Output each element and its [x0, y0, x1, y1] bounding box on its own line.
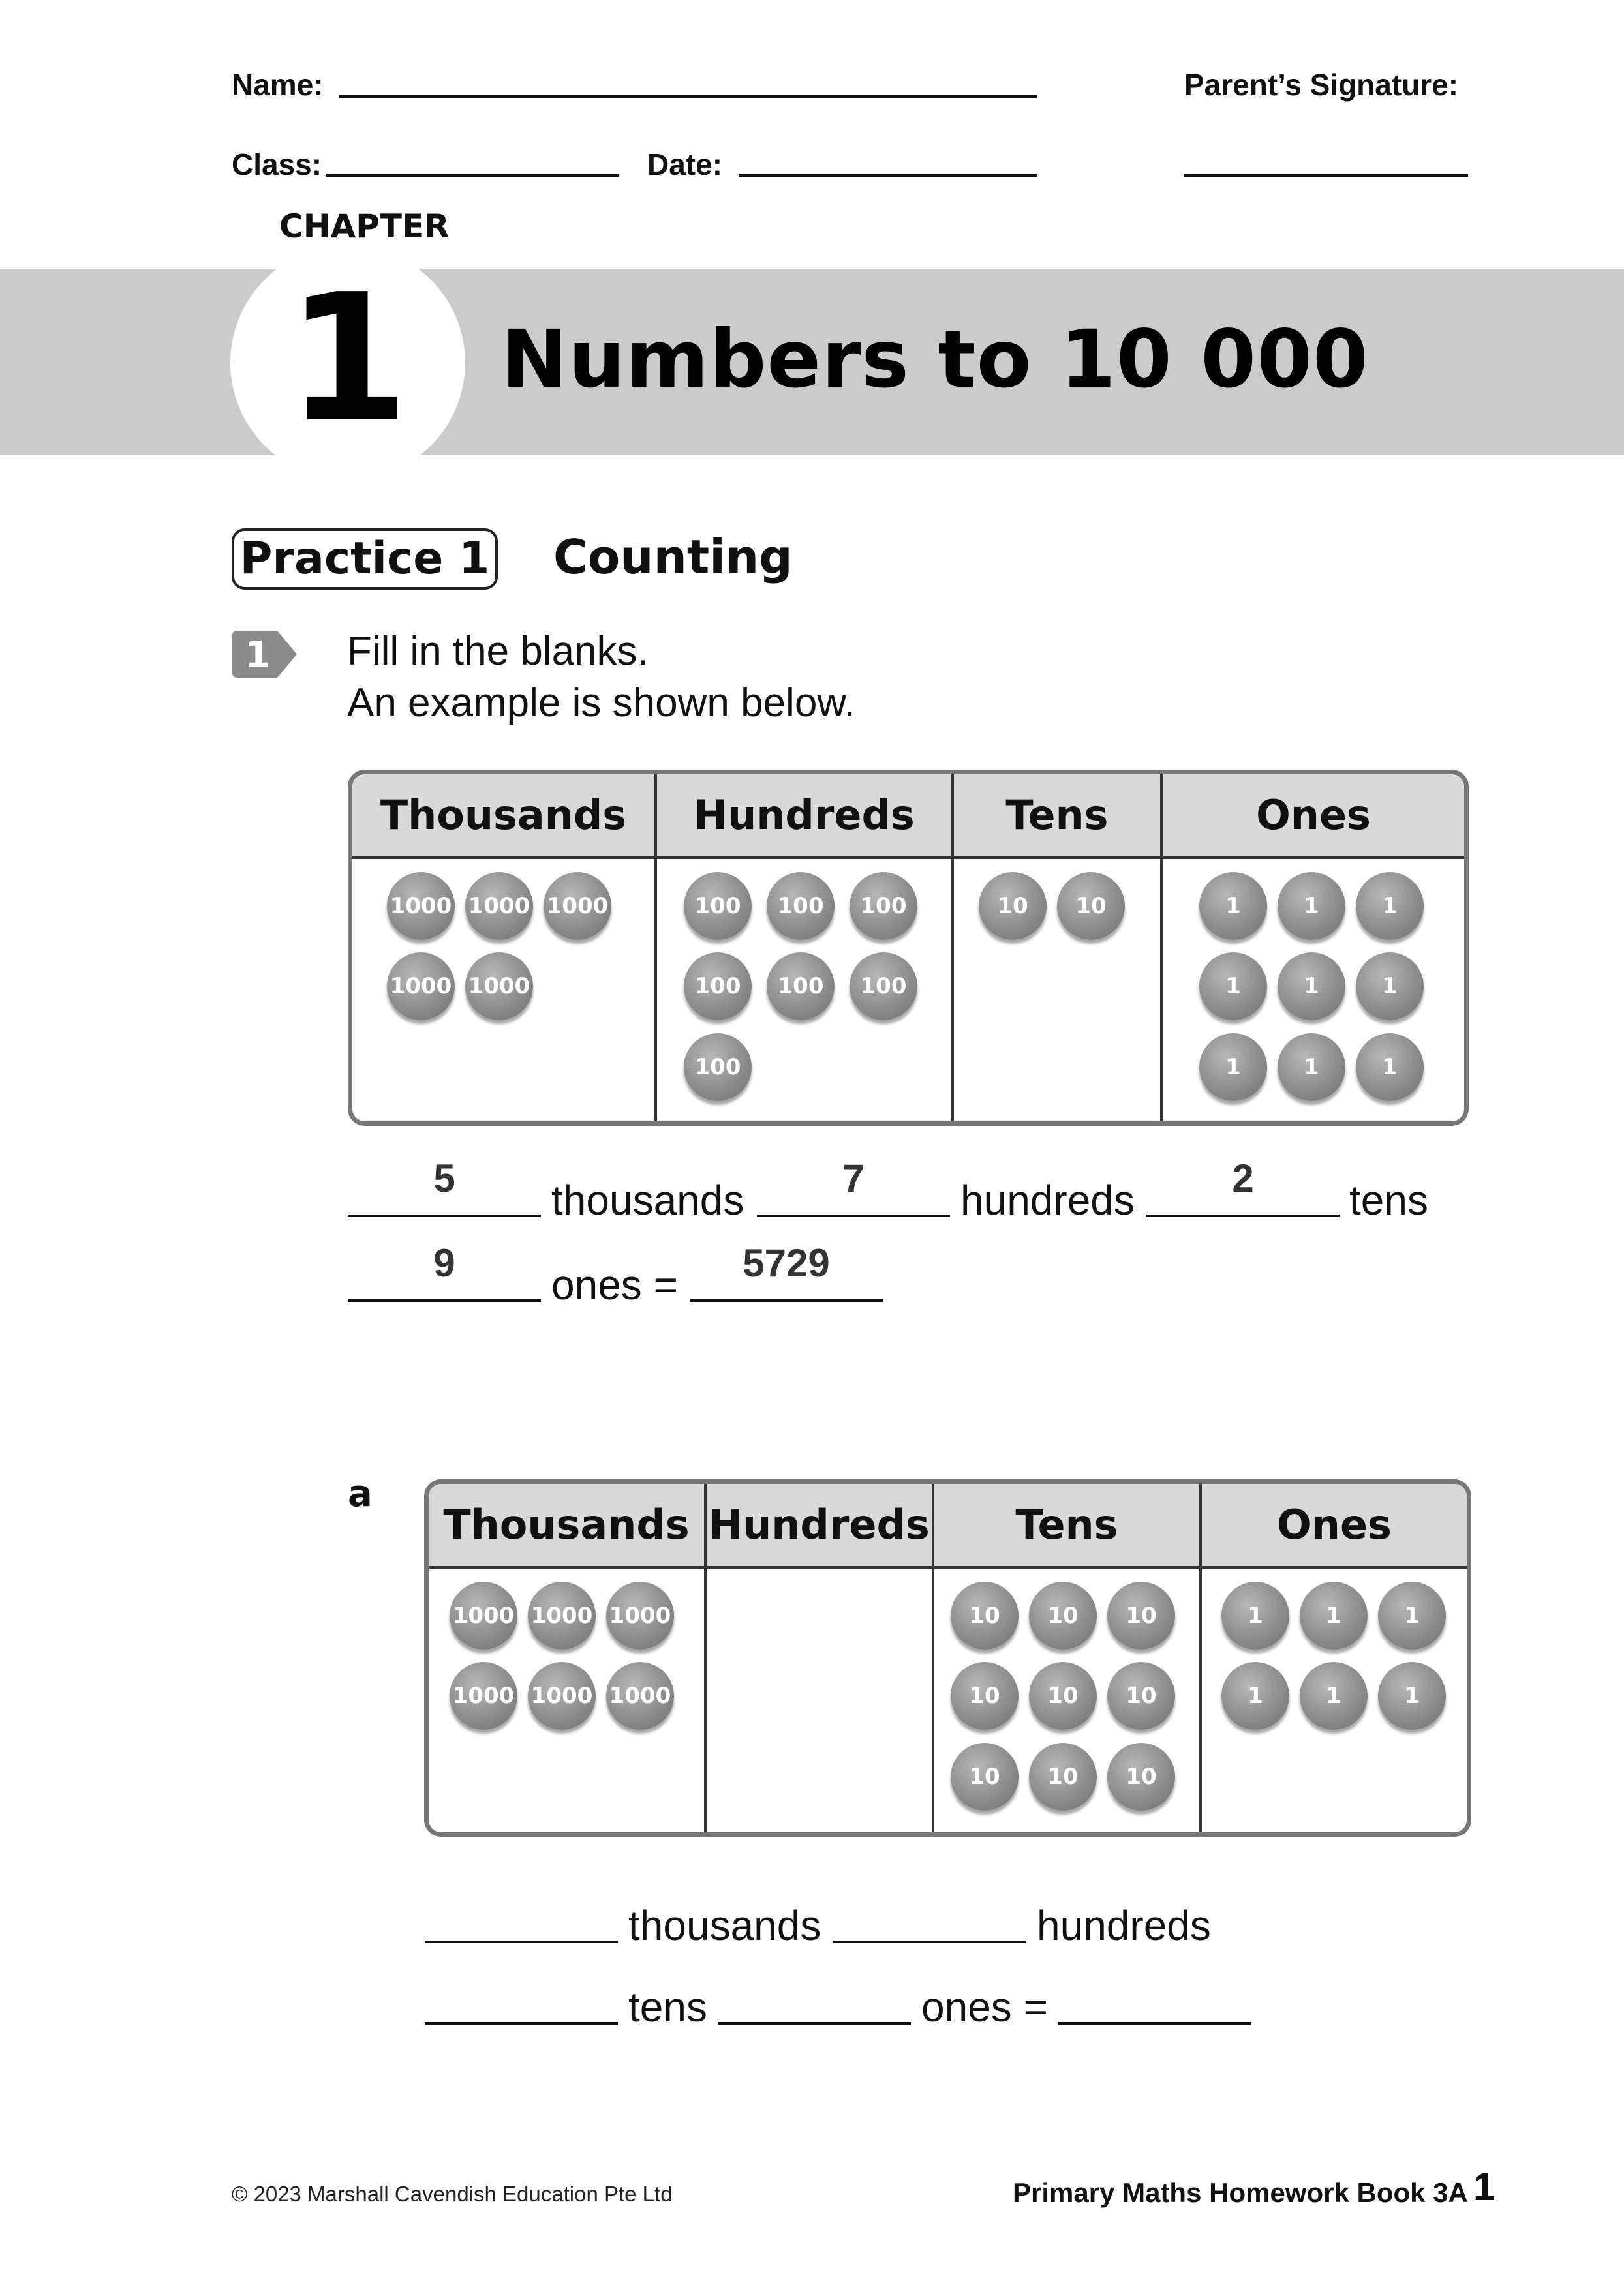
disc-1: 1: [1199, 1033, 1267, 1101]
disc-1000: 1000: [606, 1582, 674, 1650]
part-a-thousands-blank[interactable]: [425, 1941, 618, 1943]
part-a-total-blank[interactable]: [1058, 2022, 1251, 2025]
disc-1000: 1000: [387, 952, 455, 1020]
disc-1: 1: [1356, 1033, 1424, 1101]
disc-10: 10: [951, 1582, 1019, 1650]
disc-1: 1: [1221, 1582, 1289, 1650]
disc-10: 10: [1107, 1743, 1175, 1811]
part-a-ones-word: ones =: [921, 1984, 1048, 2031]
disc-1000: 1000: [606, 1662, 674, 1730]
example-place-value-table: [348, 770, 1469, 1126]
header-hundreds: Hundreds: [709, 1501, 930, 1548]
header-hundreds: Hundreds: [694, 791, 915, 839]
disc-1000: 1000: [450, 1662, 517, 1730]
practice-badge: Practice 1: [232, 528, 498, 590]
part-a-place-value-table: [424, 1479, 1471, 1837]
disc-100: 100: [850, 952, 917, 1020]
part-a-thousands-word: thousands: [628, 1902, 821, 1949]
disc-1000: 1000: [465, 872, 533, 940]
tens-word: tens: [1349, 1177, 1428, 1224]
practice-title: Counting: [553, 530, 793, 584]
disc-1: 1: [1278, 1033, 1345, 1101]
disc-1: 1: [1300, 1582, 1368, 1650]
disc-10: 10: [1107, 1662, 1175, 1730]
disc-1000: 1000: [544, 872, 611, 940]
disc-100: 100: [767, 952, 835, 1020]
part-a-hundreds-word: hundreds: [1037, 1902, 1211, 1949]
part-a-hundreds-blank[interactable]: [833, 1941, 1026, 1943]
example-hundreds-answer: 7: [842, 1156, 865, 1200]
disc-10: 10: [1029, 1582, 1097, 1650]
header-thousands: Thousands: [443, 1501, 690, 1548]
chapter-label: CHAPTER: [279, 207, 450, 245]
part-a-tens-word: tens: [628, 1984, 707, 2031]
header-thousands: Thousands: [380, 791, 627, 839]
chapter-title: Numbers to 10 000: [501, 313, 1369, 406]
part-a-ones-blank[interactable]: [718, 2022, 911, 2025]
instruction-line-2: An example is shown below.: [347, 680, 855, 725]
thousands-word: thousands: [551, 1177, 744, 1224]
example-thousands-answer: 5: [433, 1156, 455, 1200]
disc-1000: 1000: [465, 952, 533, 1020]
disc-10: 10: [1057, 872, 1125, 940]
disc-1: 1: [1356, 872, 1424, 940]
disc-10: 10: [951, 1662, 1019, 1730]
question-number-badge: [232, 631, 297, 678]
book-title: Primary Maths Homework Book 3A: [1013, 2177, 1468, 2208]
signature-label: Parent’s Signature:: [1184, 68, 1459, 102]
disc-1000: 1000: [450, 1582, 517, 1650]
example-ones-answer: 9: [433, 1241, 455, 1285]
page-number: 1: [1473, 2165, 1495, 2209]
disc-10: 10: [979, 872, 1047, 940]
question-number: 1: [245, 634, 271, 676]
disc-100: 100: [684, 872, 752, 940]
name-label: Name:: [232, 68, 324, 102]
disc-1: 1: [1278, 952, 1345, 1020]
disc-100: 100: [767, 872, 835, 940]
chapter-number: 1: [286, 256, 409, 455]
disc-1: 1: [1300, 1662, 1368, 1730]
copyright: © 2023 Marshall Cavendish Education Pte Ltd: [232, 2182, 673, 2206]
class-label: Class:: [232, 147, 322, 181]
disc-100: 100: [684, 1033, 752, 1101]
disc-10: 10: [951, 1743, 1019, 1811]
instruction-line-1: Fill in the blanks.: [347, 629, 649, 674]
example-tens-answer: 2: [1232, 1156, 1254, 1200]
disc-10: 10: [1107, 1582, 1175, 1650]
disc-1000: 1000: [387, 872, 455, 940]
disc-100: 100: [850, 872, 917, 940]
date-label: Date:: [647, 147, 723, 181]
disc-1: 1: [1199, 872, 1267, 940]
header-ones: Ones: [1277, 1501, 1392, 1548]
hundreds-word: hundreds: [960, 1177, 1135, 1224]
header-tens: Tens: [1005, 791, 1109, 839]
disc-1: 1: [1199, 952, 1267, 1020]
ones-word: ones =: [551, 1261, 678, 1308]
disc-10: 10: [1029, 1662, 1097, 1730]
disc-1000: 1000: [528, 1662, 596, 1730]
disc-100: 100: [684, 952, 752, 1020]
disc-1: 1: [1356, 952, 1424, 1020]
disc-1: 1: [1378, 1662, 1446, 1730]
disc-1: 1: [1378, 1582, 1446, 1650]
disc-1000: 1000: [528, 1582, 596, 1650]
part-a-label: a: [348, 1473, 373, 1515]
header-ones: Ones: [1256, 791, 1371, 839]
disc-10: 10: [1029, 1743, 1097, 1811]
header-tens: Tens: [1015, 1501, 1118, 1548]
part-a-tens-blank[interactable]: [425, 2022, 618, 2025]
disc-1: 1: [1278, 872, 1345, 940]
disc-1: 1: [1221, 1662, 1289, 1730]
example-total-answer: 5729: [743, 1241, 830, 1285]
